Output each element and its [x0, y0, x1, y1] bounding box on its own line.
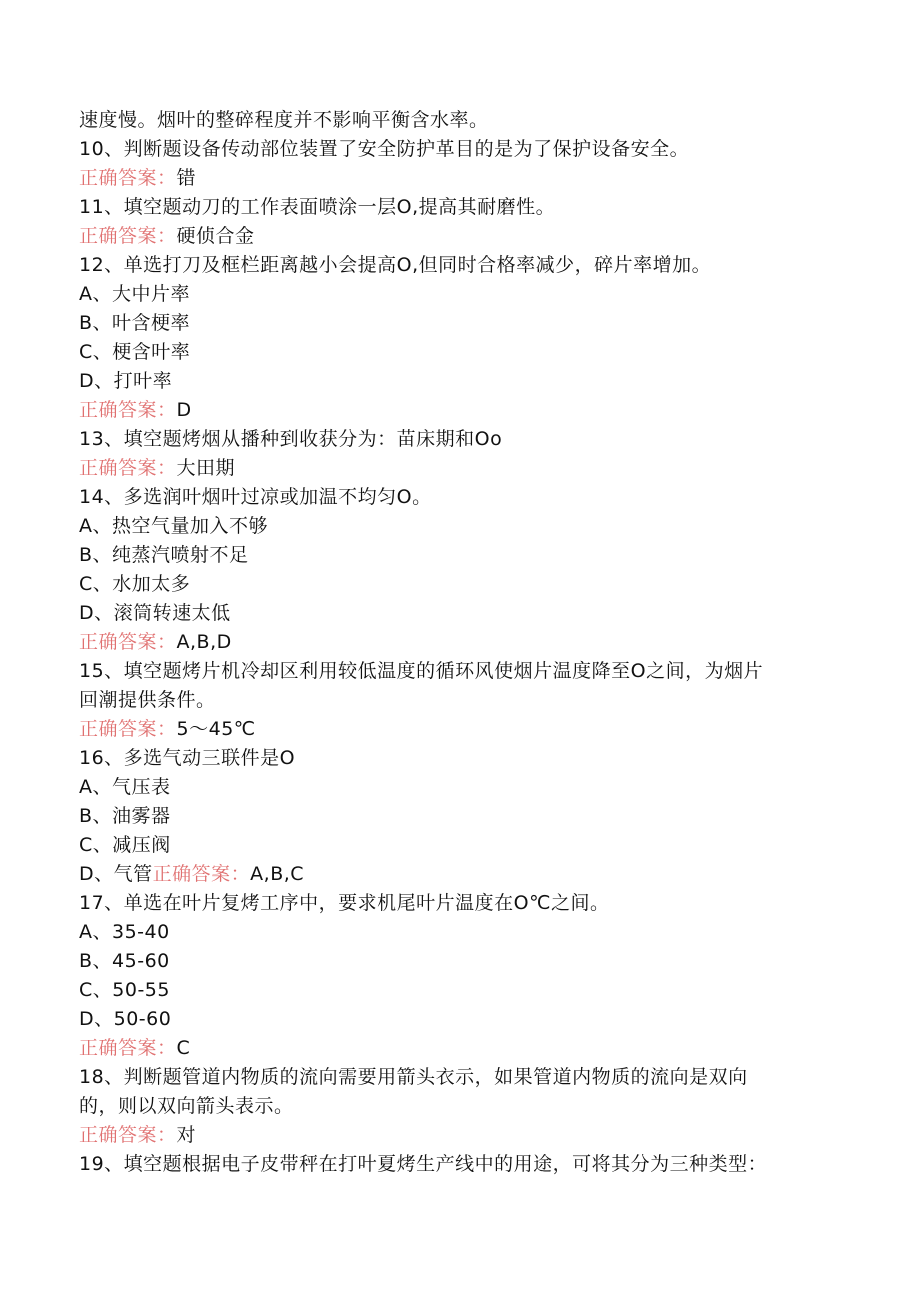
- answer-value: A,B,C: [250, 863, 305, 885]
- text-line: C、梗含叶率: [79, 341, 191, 363]
- text-line: 12、单选打刀及框栏距离越小会提高O,但同时合格率减少，碎片率增加。: [79, 254, 712, 276]
- answer-value: D: [176, 399, 192, 421]
- answer-label: 正确答案：: [79, 631, 177, 653]
- text-line: B、叶含梗率: [79, 312, 191, 334]
- text-line: C、水加太多: [79, 573, 191, 595]
- text-line: 16、多选气动三联件是O: [79, 747, 296, 769]
- answer-value: 5〜45℃: [176, 718, 256, 740]
- answer-line: [79, 454, 839, 483]
- answer-line: [79, 164, 839, 193]
- text-line: A、35-40: [79, 921, 170, 943]
- answer-value: C: [176, 1037, 191, 1059]
- text-line: 11、填空题动刀的工作表面喷涂一层O,提高其耐磨性。: [79, 196, 556, 218]
- answer-value: 对: [176, 1124, 197, 1146]
- text-line: 10、判断题设备传动部位装置了安全防护革目的是为了保护设备安全。: [79, 138, 690, 160]
- answer-line: [79, 1034, 839, 1063]
- text-line: 15、填空题烤片机冷却区利用较低温度的循环风使烟片温度降至O之间，为烟片: [79, 660, 764, 682]
- text-line: D、打叶率: [79, 370, 173, 392]
- text-line: D、滚筒转速太低: [79, 602, 231, 624]
- answer-label: 正确答案：: [79, 399, 177, 421]
- text-line: 19、填空题根据电子皮带秤在打叶夏烤生产线中的用途，可将其分为三种类型：: [79, 1153, 768, 1175]
- text-line: C、50-55: [79, 979, 170, 1001]
- text-line: 的，则以双向箭头表示。: [79, 1095, 294, 1117]
- text-line: 18、判断题管道内物质的流向需要用箭头衣示，如果管道内物质的流向是双向: [79, 1066, 748, 1088]
- answer-label: 正确答案：: [79, 1124, 177, 1146]
- text-line: A、热空气量加入不够: [79, 515, 268, 537]
- document-page: [79, 106, 839, 1179]
- answer-label: 正确答案：: [79, 718, 177, 740]
- answer-line: [79, 628, 839, 657]
- text-line: C、减压阀: [79, 834, 171, 856]
- answer-line: [79, 396, 839, 425]
- answer-label: 正确答案：: [79, 225, 177, 247]
- answer-value: 大田期: [176, 457, 236, 479]
- answer-line: [79, 222, 839, 251]
- text-line: 回潮提供条件。: [79, 689, 216, 711]
- text-line: D、50-60: [79, 1008, 172, 1030]
- text-line: 13、填空题烤烟从播种到收获分为：苗床期和Oo: [79, 428, 503, 450]
- text-line: B、油雾器: [79, 805, 171, 827]
- option-text: D、气管: [79, 863, 153, 885]
- answer-label: 正确答案：: [79, 167, 177, 189]
- answer-line: [79, 1121, 839, 1150]
- answer-label: 正确答案：: [79, 457, 177, 479]
- text-line: B、45-60: [79, 950, 170, 972]
- text-line: A、大中片率: [79, 283, 190, 305]
- text-line: 17、单选在叶片复烤工序中，要求机尾叶片温度在O℃之间。: [79, 892, 610, 914]
- answer-value: 错: [176, 167, 197, 189]
- answer-line: [79, 715, 839, 744]
- text-line: A、气压表: [79, 776, 171, 798]
- text-line: 14、多选润叶烟叶过凉或加温不均匀O。: [79, 486, 432, 508]
- option-with-answer-line: [79, 860, 839, 889]
- answer-label: 正确答案：: [79, 1037, 177, 1059]
- text-line: 速度慢。烟叶的整碎程度并不影响平衡含水率。: [79, 109, 489, 131]
- answer-value: 硬侦合金: [176, 225, 255, 247]
- text-line: B、纯蒸汽喷射不足: [79, 544, 249, 566]
- answer-value: A,B,D: [176, 631, 232, 653]
- answer-label: 正确答案：: [152, 863, 251, 885]
